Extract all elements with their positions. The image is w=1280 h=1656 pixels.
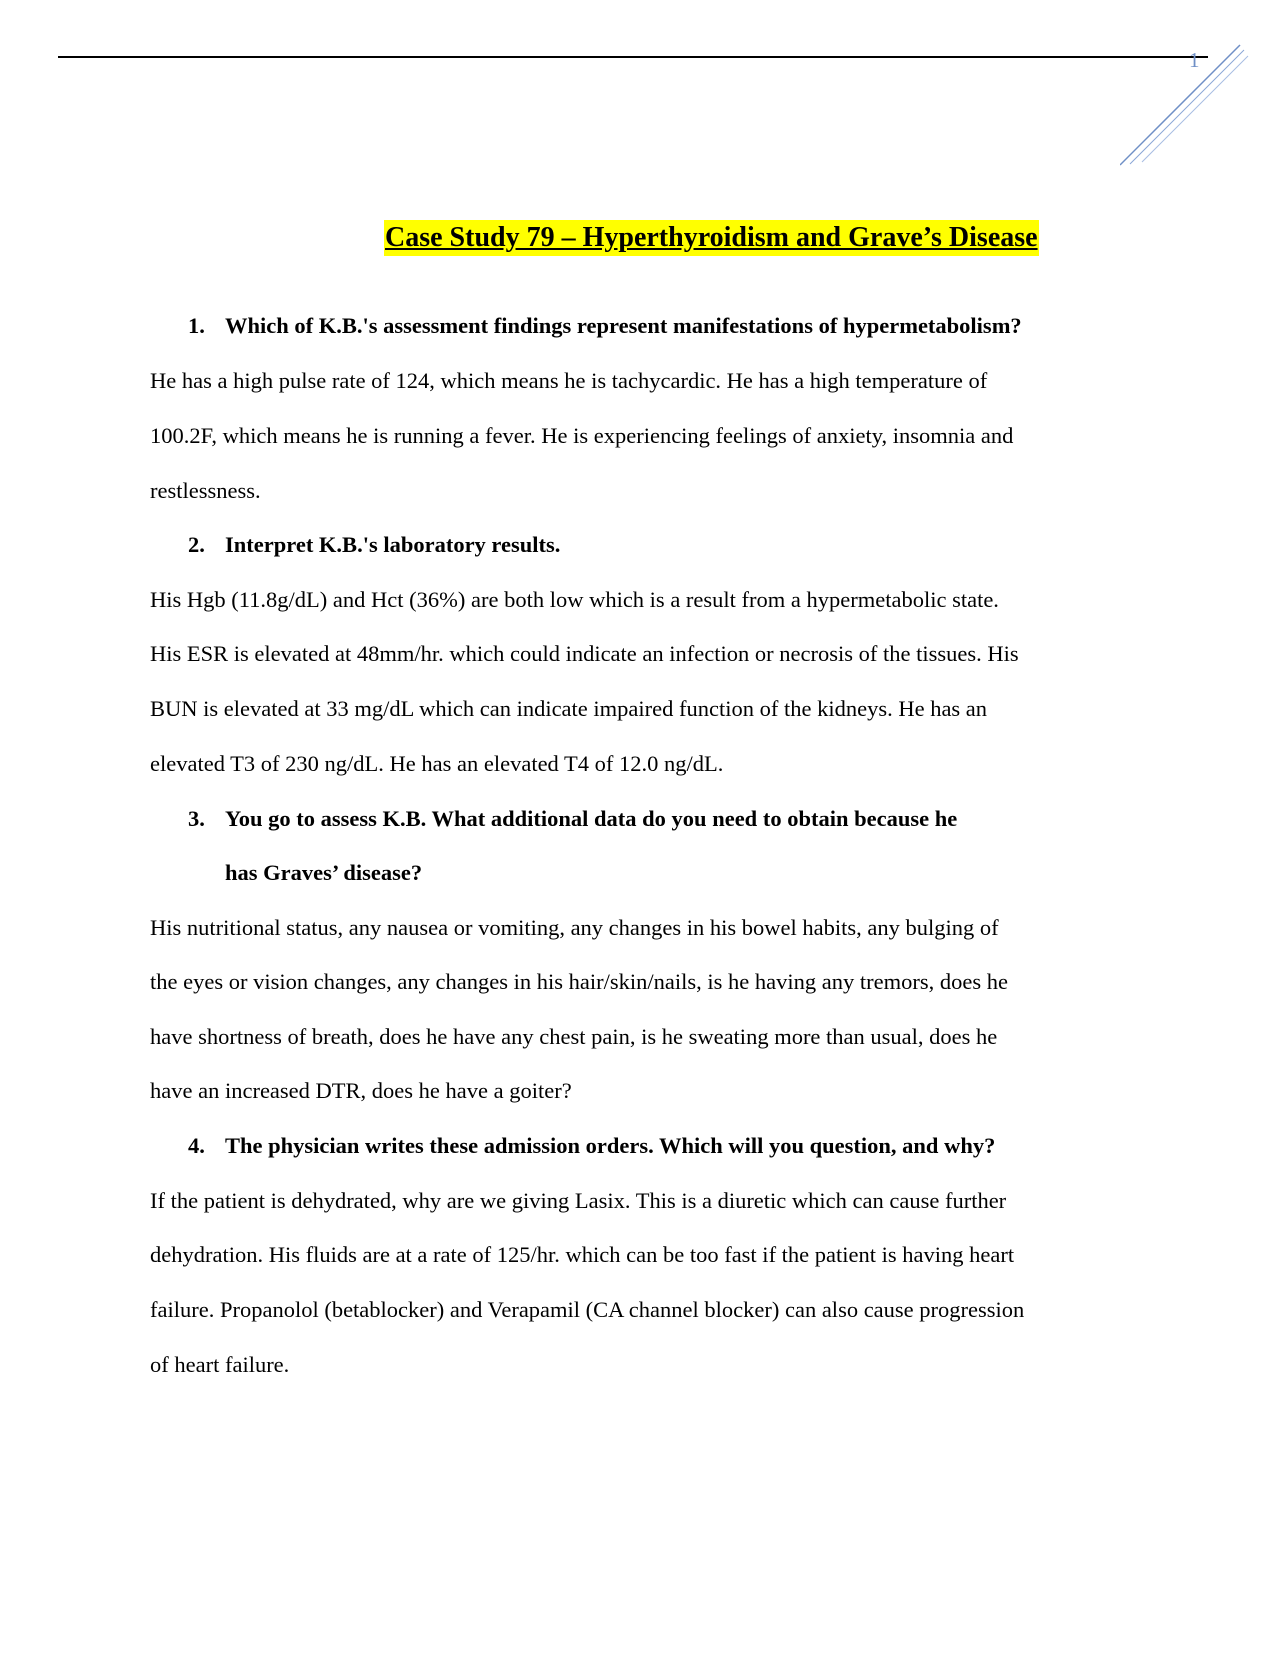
answer-4-line-3: failure. Propanolol (betablocker) and Verapamil (CA channel blocker) can also cause progression: [150, 1297, 1025, 1322]
question-text: The physician writes these admission orders. Which will you question, and why?: [225, 1133, 996, 1158]
question-number: 3.: [188, 806, 205, 831]
answer-3-line-3: have shortness of breath, does he have any chest pain, is he sweating more than usual, does he: [150, 1024, 998, 1049]
answer-1-line-1: He has a high pulse rate of 124, which means he is tachycardic. He has a high temperature of: [150, 368, 988, 393]
page-title: Case Study 79 – Hyperthyroidism and Grave’s Disease: [384, 220, 1039, 256]
answer-3-line-1: His nutritional status, any nausea or vomiting, any changes in his bowel habits, any bulging of: [150, 915, 999, 940]
answer-1-line-3: restlessness.: [150, 478, 261, 503]
answer-4-line-1: If the patient is dehydrated, why are we giving Lasix. This is a diuretic which can cause further: [150, 1188, 1007, 1213]
question-text: Interpret K.B.'s laboratory results.: [225, 532, 561, 557]
header-rule: [58, 56, 1208, 58]
corner-decoration: [1120, 40, 1260, 180]
question-number: 1.: [188, 313, 205, 338]
question-number: 2.: [188, 532, 205, 557]
answer-1-line-2: 100.2F, which means he is running a fever. He is experiencing feelings of anxiety, insomnia and: [150, 423, 1014, 448]
question-text: You go to assess K.B. What additional data do you need to obtain because he: [225, 806, 958, 831]
answer-3-line-4: have an increased DTR, does he have a goiter?: [150, 1078, 572, 1103]
answer-3-line-2: the eyes or vision changes, any changes in his hair/skin/nails, is he having any tremors, does he: [150, 969, 1008, 994]
answer-2-line-1: His Hgb (11.8g/dL) and Hct (36%) are both low which is a result from a hypermetabolic state.: [150, 587, 999, 612]
answer-2-line-4: elevated T3 of 230 ng/dL. He has an elevated T4 of 12.0 ng/dL.: [150, 751, 724, 776]
question-text: has Graves’ disease?: [225, 860, 423, 885]
answer-4-line-2: dehydration. His fluids are at a rate of 125/hr. which can be too fast if the patient is having heart: [150, 1242, 1015, 1267]
question-number: 4.: [188, 1133, 205, 1158]
answer-2-line-3: BUN is elevated at 33 mg/dL which can indicate impaired function of the kidneys. He has an: [150, 696, 988, 721]
question-text: Which of K.B.'s assessment findings represent manifestations of hypermetabolism?: [225, 313, 1022, 338]
page-number: 1: [1189, 48, 1200, 72]
answer-2-line-2: His ESR is elevated at 48mm/hr. which could indicate an infection or necrosis of the tissues. His: [150, 641, 1019, 666]
answer-4-line-4: of heart failure.: [150, 1352, 290, 1377]
